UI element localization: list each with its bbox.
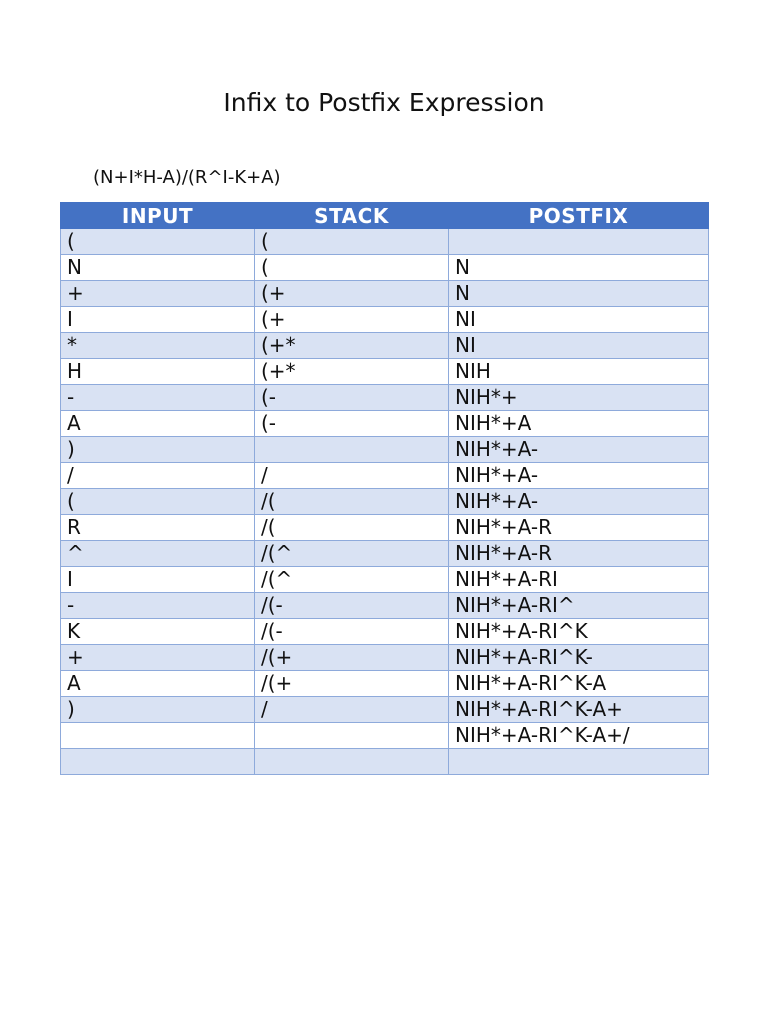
table-row bbox=[61, 333, 709, 359]
postfix-cell: NI bbox=[449, 307, 709, 333]
postfix-cell: NIH*+ bbox=[449, 385, 709, 411]
postfix-cell: NIH*+A-RI^K-A+ bbox=[449, 697, 709, 723]
input-cell: / bbox=[61, 463, 255, 489]
input-cell: A bbox=[61, 671, 255, 697]
input-cell: ^ bbox=[61, 541, 255, 567]
stack-cell: /(^ bbox=[255, 567, 449, 593]
input-cell: I bbox=[61, 307, 255, 333]
stack-cell: (+* bbox=[255, 359, 449, 385]
table-row bbox=[61, 307, 709, 333]
postfix-cell: NIH*+A-RI^K-A+/ bbox=[449, 723, 709, 749]
input-cell bbox=[61, 749, 255, 775]
input-cell: + bbox=[61, 281, 255, 307]
input-cell: H bbox=[61, 359, 255, 385]
column-header-input: INPUT bbox=[61, 203, 255, 229]
stack-cell: ( bbox=[255, 255, 449, 281]
input-cell: R bbox=[61, 515, 255, 541]
postfix-cell bbox=[449, 229, 709, 255]
stack-cell: /(- bbox=[255, 593, 449, 619]
table-row bbox=[61, 385, 709, 411]
postfix-cell: NIH*+A- bbox=[449, 489, 709, 515]
postfix-cell: NIH*+A-R bbox=[449, 541, 709, 567]
input-cell: - bbox=[61, 385, 255, 411]
stack-cell: /(+ bbox=[255, 671, 449, 697]
postfix-cell: NIH*+A- bbox=[449, 437, 709, 463]
input-cell: + bbox=[61, 645, 255, 671]
input-cell: N bbox=[61, 255, 255, 281]
column-header-postfix: POSTFIX bbox=[449, 203, 709, 229]
stack-cell bbox=[255, 723, 449, 749]
table-row bbox=[61, 541, 709, 567]
table-header-row bbox=[61, 203, 709, 229]
input-cell: - bbox=[61, 593, 255, 619]
postfix-cell: NIH*+A-RI^K- bbox=[449, 645, 709, 671]
stack-cell: (+* bbox=[255, 333, 449, 359]
stack-cell: / bbox=[255, 697, 449, 723]
postfix-cell: NIH*+A-RI^K-A bbox=[449, 671, 709, 697]
table-row bbox=[61, 749, 709, 775]
stack-cell: (+ bbox=[255, 307, 449, 333]
input-cell: ( bbox=[61, 229, 255, 255]
table-row bbox=[61, 723, 709, 749]
input-cell bbox=[61, 723, 255, 749]
stack-cell bbox=[255, 749, 449, 775]
stack-cell: / bbox=[255, 463, 449, 489]
postfix-cell: NIH bbox=[449, 359, 709, 385]
table-row bbox=[61, 697, 709, 723]
stack-cell: /(- bbox=[255, 619, 449, 645]
table-row bbox=[61, 515, 709, 541]
stack-cell: (- bbox=[255, 385, 449, 411]
table-body bbox=[61, 229, 709, 775]
postfix-cell: NIH*+A-RI^ bbox=[449, 593, 709, 619]
input-cell: * bbox=[61, 333, 255, 359]
page-title: Infix to Postfix Expression bbox=[223, 88, 545, 117]
table-row bbox=[61, 645, 709, 671]
table-row bbox=[61, 593, 709, 619]
input-cell: K bbox=[61, 619, 255, 645]
table-row bbox=[61, 437, 709, 463]
table-row bbox=[61, 463, 709, 489]
table-row bbox=[61, 567, 709, 593]
stack-cell: /( bbox=[255, 489, 449, 515]
input-cell: ( bbox=[61, 489, 255, 515]
table-row bbox=[61, 619, 709, 645]
table-row bbox=[61, 671, 709, 697]
stack-cell: (+ bbox=[255, 281, 449, 307]
postfix-cell: NIH*+A- bbox=[449, 463, 709, 489]
postfix-cell: N bbox=[449, 281, 709, 307]
stack-cell: /( bbox=[255, 515, 449, 541]
conversion-table bbox=[60, 202, 709, 775]
table-row bbox=[61, 255, 709, 281]
table-row bbox=[61, 411, 709, 437]
infix-expression: (N+I*H-A)/(R^I-K+A) bbox=[93, 167, 281, 188]
input-cell: A bbox=[61, 411, 255, 437]
table-row bbox=[61, 359, 709, 385]
postfix-cell: NIH*+A-R bbox=[449, 515, 709, 541]
stack-cell: ( bbox=[255, 229, 449, 255]
input-cell: I bbox=[61, 567, 255, 593]
column-header-stack: STACK bbox=[255, 203, 449, 229]
postfix-cell bbox=[449, 749, 709, 775]
stack-cell: /(^ bbox=[255, 541, 449, 567]
postfix-cell: N bbox=[449, 255, 709, 281]
stack-cell: (- bbox=[255, 411, 449, 437]
postfix-cell: NI bbox=[449, 333, 709, 359]
table-row bbox=[61, 229, 709, 255]
input-cell: ) bbox=[61, 697, 255, 723]
stack-cell: /(+ bbox=[255, 645, 449, 671]
postfix-cell: NIH*+A bbox=[449, 411, 709, 437]
table-row bbox=[61, 489, 709, 515]
stack-cell bbox=[255, 437, 449, 463]
table-row bbox=[61, 281, 709, 307]
postfix-cell: NIH*+A-RI^K bbox=[449, 619, 709, 645]
postfix-cell: NIH*+A-RI bbox=[449, 567, 709, 593]
input-cell: ) bbox=[61, 437, 255, 463]
